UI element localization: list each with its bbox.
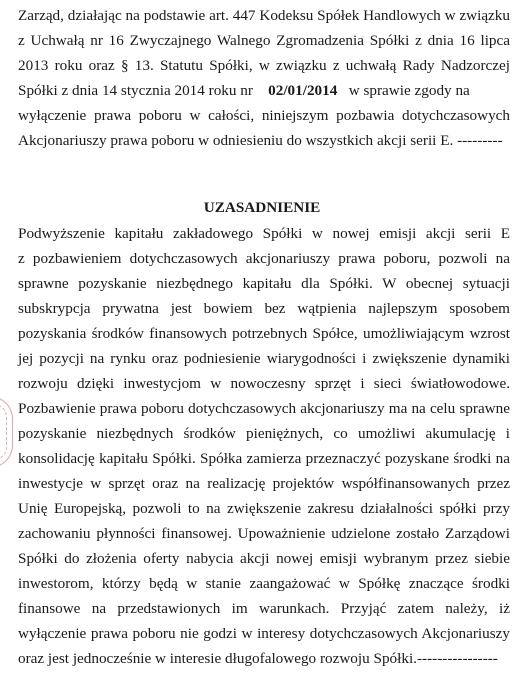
resolution-line-2: z Uchwałą nr 16 Zwyczajnego Walnego Zgromadzenia Spółki z dnia 16 lipca [18,32,510,49]
justification-line-16: finansowe na przedstawionych im warunkach. Przyjąć zatem należy, iż [18,600,510,617]
resolution-line-6: Akcjonariuszy prawa poboru w odniesieniu do wszystkich akcji serii E. --------- [18,132,503,149]
justification-line-6: jej pozycji na rynku oraz podniesienie wiarygodności i zwiększenie dynamiki [18,350,510,367]
justification-line-12: Unię Europejską, pozwoli to na zwiększenie zakresu działalności spółki przy [18,500,510,517]
resolution-number: 02/01/2014 [268,82,338,99]
justification-line-10: konsolidację kapitału Spółki. Spółka zamierza przeznaczyć pozyskane środki na [18,450,510,467]
justification-line-1: Podwyższenie kapitału zakładowego Spółki w nowej emisji akcji serii E [18,225,510,242]
justification-line-8: Pozbawienie prawa poboru dotychczasowych akcjonariuszy ma na celu sprawne [18,400,510,417]
stamp-mark-inner [0,404,7,460]
justification-line-15: inwestorom, którzy będą w stanie zaangażować w Spółkę znaczące środki [18,575,510,592]
justification-line-2: z pozbawieniem dotychczasowych akcjonariuszy prawa poboru, pozwoli na [18,250,510,267]
justification-line-5: pozyskania środków finansowych potrzebnych Spółce, umożliwiającym wzrost [18,325,510,342]
resolution-line-3: 2013 roku oraz § 13. Statutu Spółki, w związku z uchwałą Rady Nadzorczej [18,57,510,74]
justification-line-14: Spółki do złożenia oferty nabycia akcji nowej emisji wybranym przez siebie [18,550,510,567]
resolution-line-5: wyłączenie prawa poboru w całości, niniejszym pozbawia dotychczasowych [18,107,510,124]
resolution-line-4-suffix: w sprawie zgody na [348,82,470,99]
justification-line-7: rozwoju dzięki inwestycjom w nowoczesny sprzęt i sieci światłowodowe. [18,375,510,392]
justification-line-11: inwestycje w sprzęt oraz na realizację projektów współfinansowanych przez [18,475,510,492]
resolution-line-4 [18,79,510,103]
resolution-line-4-prefix: Spółki z dnia 14 stycznia 2014 roku nr [18,82,253,99]
justification-line-17: wyłączenie prawa poboru nie godzi w interesy dotychczasowych Akcjonariuszy [18,625,510,642]
justification-line-3: sprawne pozyskanie niezbędnego kapitału dla Spółki. W obecnej sytuacji [18,275,510,292]
justification-line-13: zachowaniu płynności finansowej. Upoważnienie udzielone zostało Zarządowi [18,525,510,542]
justification-line-9: pozyskanie niezbędnych środków pieniężnych, co umożliwi akumulację i [18,425,510,442]
justification-line-18: oraz jest jednocześnie w interesie długofalowego rozwoju Spółki.---------------- [18,650,498,667]
resolution-line-1: Zarząd, działając na podstawie art. 447 Kodeksu Spółek Handlowych w związku [18,7,510,24]
section-heading: UZASADNIENIE [203,199,321,216]
justification-line-4: subskrypcja prywatna jest bowiem bez wątpienia najlepszym sposobem [18,300,510,317]
